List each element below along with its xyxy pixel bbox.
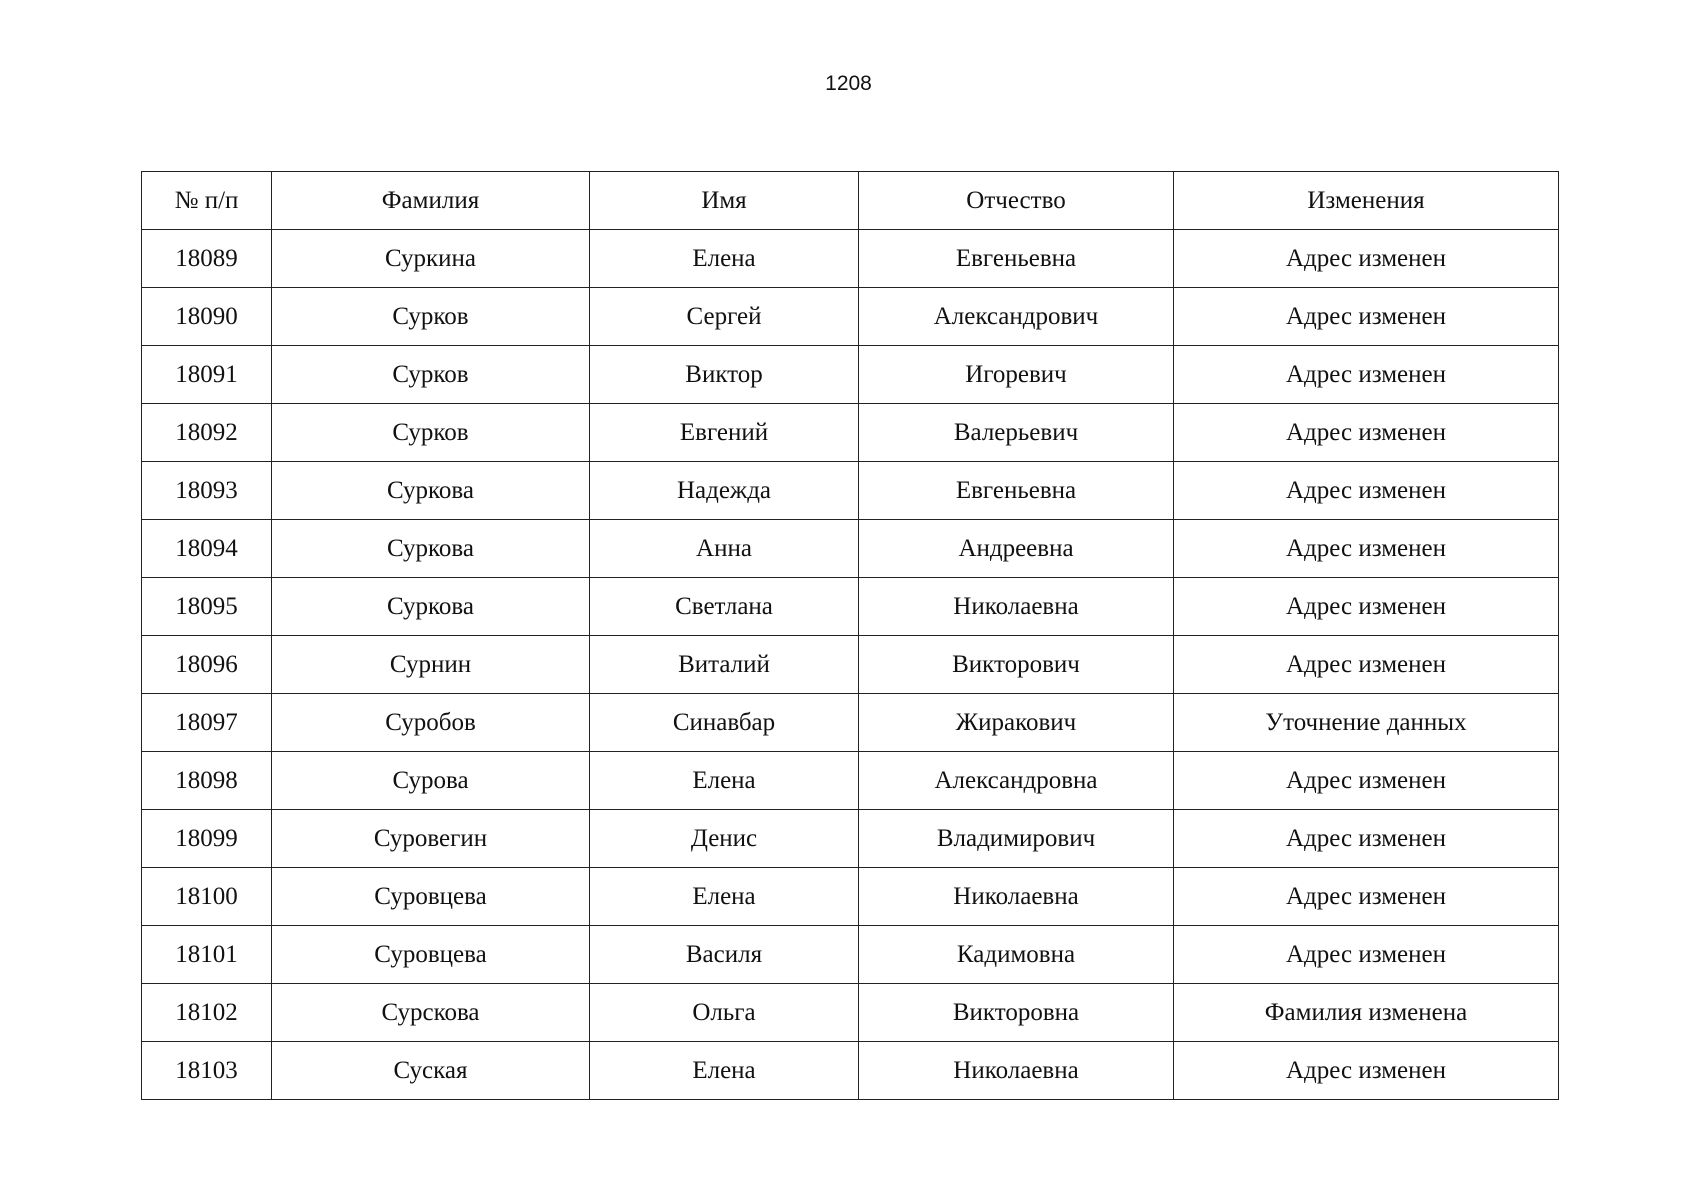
table-row [142, 868, 1559, 926]
cell-num: 18099 [142, 810, 272, 868]
cell-num: 18095 [142, 578, 272, 636]
cell-num: 18100 [142, 868, 272, 926]
table-row [142, 520, 1559, 578]
header-row [142, 172, 1559, 230]
cell-surname: Сурнин [272, 636, 590, 694]
cell-name: Светлана [590, 578, 859, 636]
cell-patronymic: Евгеньевна [859, 462, 1174, 520]
header-change: Изменения [1174, 172, 1559, 230]
cell-surname: Сурова [272, 752, 590, 810]
cell-patronymic: Кадимовна [859, 926, 1174, 984]
cell-surname: Сурков [272, 404, 590, 462]
cell-surname: Сурков [272, 346, 590, 404]
cell-surname: Суркина [272, 230, 590, 288]
table-row [142, 984, 1559, 1042]
cell-name: Анна [590, 520, 859, 578]
cell-name: Виктор [590, 346, 859, 404]
cell-name: Синавбар [590, 694, 859, 752]
cell-change: Адрес изменен [1174, 578, 1559, 636]
table-row [142, 230, 1559, 288]
table-row [142, 810, 1559, 868]
cell-patronymic: Валерьевич [859, 404, 1174, 462]
cell-name: Денис [590, 810, 859, 868]
cell-patronymic: Александрович [859, 288, 1174, 346]
cell-patronymic: Андреевна [859, 520, 1174, 578]
table-row [142, 752, 1559, 810]
table-row [142, 346, 1559, 404]
cell-patronymic: Игоревич [859, 346, 1174, 404]
cell-change: Адрес изменен [1174, 520, 1559, 578]
cell-patronymic: Николаевна [859, 578, 1174, 636]
cell-change: Адрес изменен [1174, 752, 1559, 810]
cell-patronymic: Жиракович [859, 694, 1174, 752]
cell-num: 18098 [142, 752, 272, 810]
table-row [142, 1042, 1559, 1100]
cell-name: Надежда [590, 462, 859, 520]
cell-patronymic: Викторович [859, 636, 1174, 694]
table-row [142, 404, 1559, 462]
cell-surname: Суркова [272, 462, 590, 520]
cell-name: Елена [590, 230, 859, 288]
cell-change: Адрес изменен [1174, 926, 1559, 984]
cell-change: Адрес изменен [1174, 462, 1559, 520]
cell-change: Адрес изменен [1174, 230, 1559, 288]
cell-name: Ольга [590, 984, 859, 1042]
cell-name: Василя [590, 926, 859, 984]
cell-change: Адрес изменен [1174, 636, 1559, 694]
cell-surname: Суровцева [272, 868, 590, 926]
cell-surname: Суровцева [272, 926, 590, 984]
cell-surname: Сурков [272, 288, 590, 346]
cell-num: 18093 [142, 462, 272, 520]
cell-surname: Суровегин [272, 810, 590, 868]
cell-patronymic: Николаевна [859, 1042, 1174, 1100]
header-name: Имя [590, 172, 859, 230]
cell-name: Сергей [590, 288, 859, 346]
cell-surname: Суркова [272, 520, 590, 578]
cell-patronymic: Владимирович [859, 810, 1174, 868]
cell-num: 18101 [142, 926, 272, 984]
cell-surname: Суская [272, 1042, 590, 1100]
table-row [142, 636, 1559, 694]
cell-num: 18092 [142, 404, 272, 462]
cell-change: Адрес изменен [1174, 810, 1559, 868]
cell-surname: Суробов [272, 694, 590, 752]
cell-name: Виталий [590, 636, 859, 694]
cell-num: 18096 [142, 636, 272, 694]
cell-change: Адрес изменен [1174, 288, 1559, 346]
cell-surname: Сурскова [272, 984, 590, 1042]
cell-patronymic: Александровна [859, 752, 1174, 810]
cell-patronymic: Николаевна [859, 868, 1174, 926]
cell-num: 18090 [142, 288, 272, 346]
cell-name: Евгений [590, 404, 859, 462]
cell-patronymic: Евгеньевна [859, 230, 1174, 288]
table-row [142, 694, 1559, 752]
cell-num: 18102 [142, 984, 272, 1042]
cell-num: 18089 [142, 230, 272, 288]
cell-num: 18094 [142, 520, 272, 578]
cell-change: Адрес изменен [1174, 346, 1559, 404]
table-body [142, 230, 1559, 1100]
cell-num: 18091 [142, 346, 272, 404]
table-row [142, 578, 1559, 636]
table-header [142, 172, 1559, 230]
cell-name: Елена [590, 752, 859, 810]
cell-num: 18103 [142, 1042, 272, 1100]
page-number: 1208 [825, 72, 872, 95]
cell-name: Елена [590, 1042, 859, 1100]
cell-num: 18097 [142, 694, 272, 752]
registry-table [141, 171, 1559, 1100]
cell-patronymic: Викторовна [859, 984, 1174, 1042]
cell-change: Адрес изменен [1174, 404, 1559, 462]
cell-surname: Суркова [272, 578, 590, 636]
header-num: № п/п [142, 172, 272, 230]
header-patronymic: Отчество [859, 172, 1174, 230]
cell-change: Адрес изменен [1174, 1042, 1559, 1100]
cell-change: Фамилия изменена [1174, 984, 1559, 1042]
cell-name: Елена [590, 868, 859, 926]
cell-change: Уточнение данных [1174, 694, 1559, 752]
header-surname: Фамилия [272, 172, 590, 230]
cell-change: Адрес изменен [1174, 868, 1559, 926]
table-row [142, 926, 1559, 984]
table-row [142, 462, 1559, 520]
table-row [142, 288, 1559, 346]
